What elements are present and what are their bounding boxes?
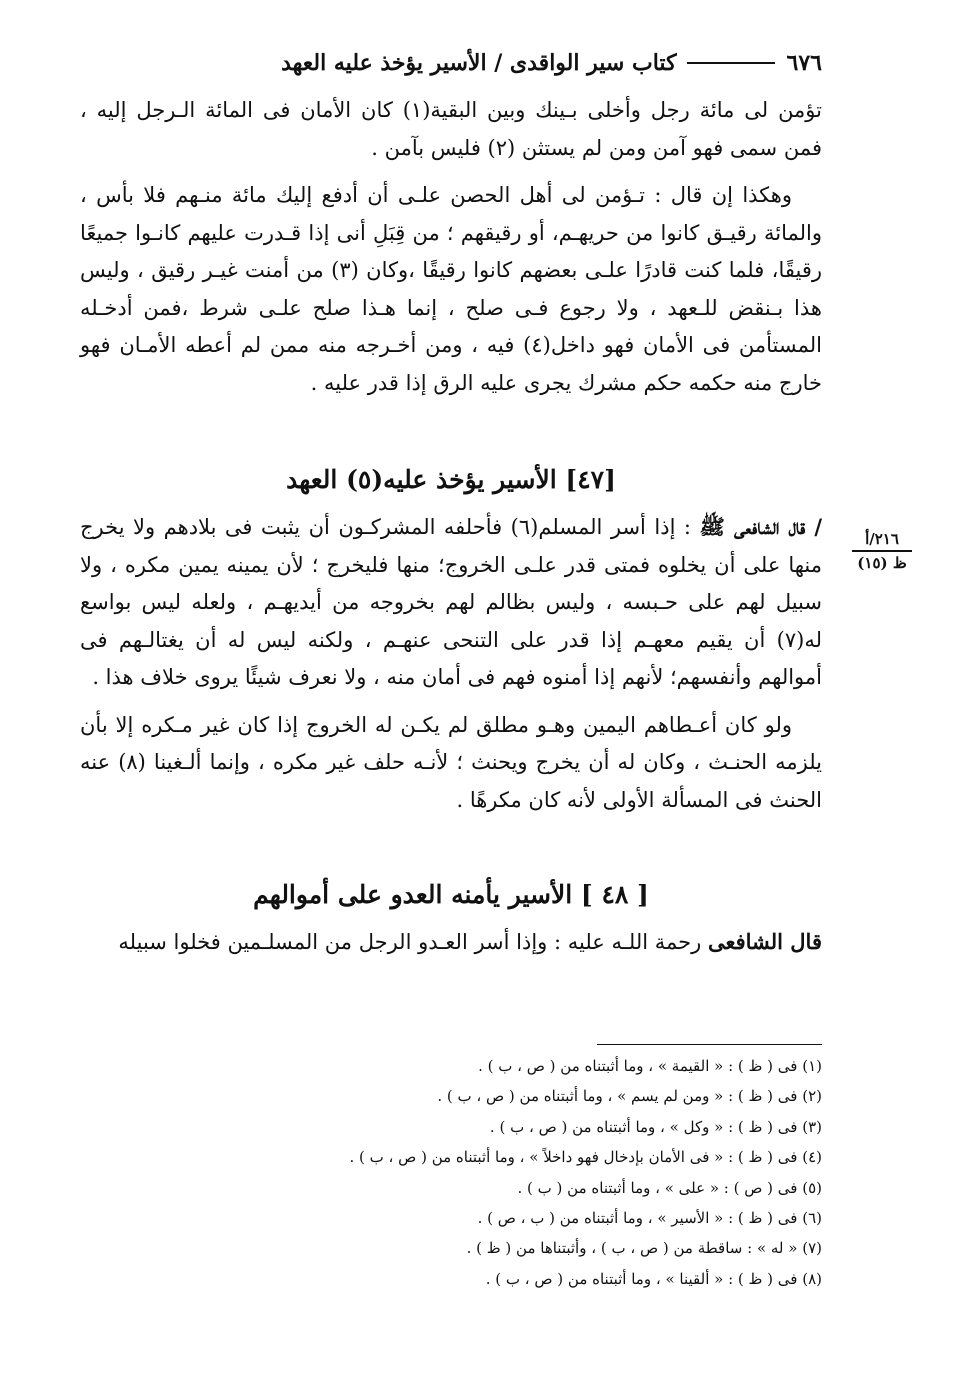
footnote: (٣) فى ( ظ ) : « وكل » ، وما أثبتناه من ( ص ، ب ) . <box>489 1117 822 1136</box>
page-number: ٦٧٦ <box>786 50 822 76</box>
section-heading-47: [٤٧] الأسير يؤخذ عليه(٥) العهد <box>286 465 616 494</box>
footnote: (٥) فى ( ص ) : « على » ، وما أثبتناه من ( ب ) . <box>517 1178 822 1197</box>
paragraph-3-lead: / قال الشافعى ﷺ <box>699 514 822 539</box>
footnote: (٢) فى ( ظ ) : « ومن لم يسم » ، وما أثبتناه من ( ص ، ب ) . <box>437 1087 822 1106</box>
footnote: (٨) فى ( ظ ) : « ألقينا » ، وما أثبتناه من ( ص ، ب ) . <box>485 1269 822 1288</box>
footnote: (٧) « له » : ساقطة من ( ص ، ب ) ، وأثبتناها من ( ظ ) . <box>466 1239 822 1258</box>
footnotes <box>80 1051 822 1294</box>
body-text <box>80 92 822 972</box>
paragraph-3-text: : إذا أسر المسلم(٦) فأحلفه المشركـون أن يثبت فى بلادهم ولا يخرج منها على أن يخلوه فمتى قدر علـى الخروج؛ منها فليخرج ؛ لأن يمينه يمين مكره ، ولا سبيل لهم على حـبسه ، وليس بظالم لهم بخروجه من أيديهـم ، ولعله ليس بواسع له(٧) أن يقيم معهـم إذا قدر على التنحى عنهـم ، ولكنه ليس له أن يغتالـهم فى أموالهم وأنفسهم؛ لأنهم إذا أمنوه فهم فى أمان منه ، ولا نعرف شيئًا يروى خلاف هذا . <box>80 515 822 689</box>
margin-note-top: ٢١٦/أ <box>852 528 912 552</box>
margin-folio-note <box>852 528 912 574</box>
footnote-separator <box>597 1044 822 1045</box>
paragraph-1: تؤمن لى مائة رجل وأخلى بـينك وبين البقية(١) كان الأمان فى المائة الـرجل إليه ، فمن سمى فهو آمن ومن لم يستثن (٢) فليس بآمن . <box>80 98 822 160</box>
paragraph-2: وهكذا إن قال : تـؤمن لى أهل الحصن علـى أن أدفع إليك مائة منـهم فلا بأس ، والمائة رقيـق كانوا من حريهـم، أو رقيقهم ؛ من قِبَلِ أنى إذا قـدرت عليهم كانـوا جميعًا رقيقًا، فلما كنت قادرًا علـى بعضهم كانوا رقيقًا ،وكان (٣) من أمنت غيـر رقيق ، وليس هذا بـنقض للـعهد ، ولا رجوع فـى صلح ، إنما هـذا صلح علـى شرط ،فمن أدخـله المستأمن فى الأمان فهو داخل(٤) فيه ، ومن أخـرجه منه ممن لم أعطه الأمـان فهو خارج منه حكمه حكم مشرك يجرى عليه الرق إذا قدر عليه . <box>80 183 823 395</box>
section-heading-48: [ ٤٨ ] الأسير يأمنه العدو على أموالهم <box>253 880 649 909</box>
paragraph-4: ولو كان أعـطاهم اليمين وهـو مطلق لم يكـن له الخروج إذا كان غير مـكره إلا بأن يلزمه الحنـث ، وكان له أن يخرج ويحنث ؛ لأنـه حلف غير مكره ، وإنما ألـغينا (٨) عنه الحنث فى المسألة الأولى لأنه كان مكرهًا . <box>80 712 822 812</box>
running-title: كتاب سير الواقدى / الأسير يؤخذ عليه العهد <box>281 50 677 76</box>
margin-note-bottom: ظ (١٥) <box>857 554 907 572</box>
paragraph-5 <box>80 923 822 962</box>
footnote: (١) فى ( ظ ) : « القيمة » ، وما أثبتناه من ( ص ، ب ) . <box>478 1057 822 1075</box>
paragraph-5-text: رحمة اللـه عليه : وإذا أسر العـدو الرجل من المسلـمين فخلوا سبيله <box>118 930 708 954</box>
footnote: (٤) فى ( ظ ) : « فى الأمان بإدخال فهو داخلاً » ، وما أثبتناه من ( ص ، ب ) . <box>349 1148 822 1167</box>
footnote: (٦) فى ( ظ ) : « الأسير » ، وما أثبتناه من ( ب ، ص ) . <box>477 1209 822 1228</box>
paragraph-5-lead: قال الشافعى <box>707 929 822 954</box>
paragraph-3 <box>80 508 822 697</box>
header-rule <box>687 62 775 64</box>
running-header <box>80 48 822 78</box>
